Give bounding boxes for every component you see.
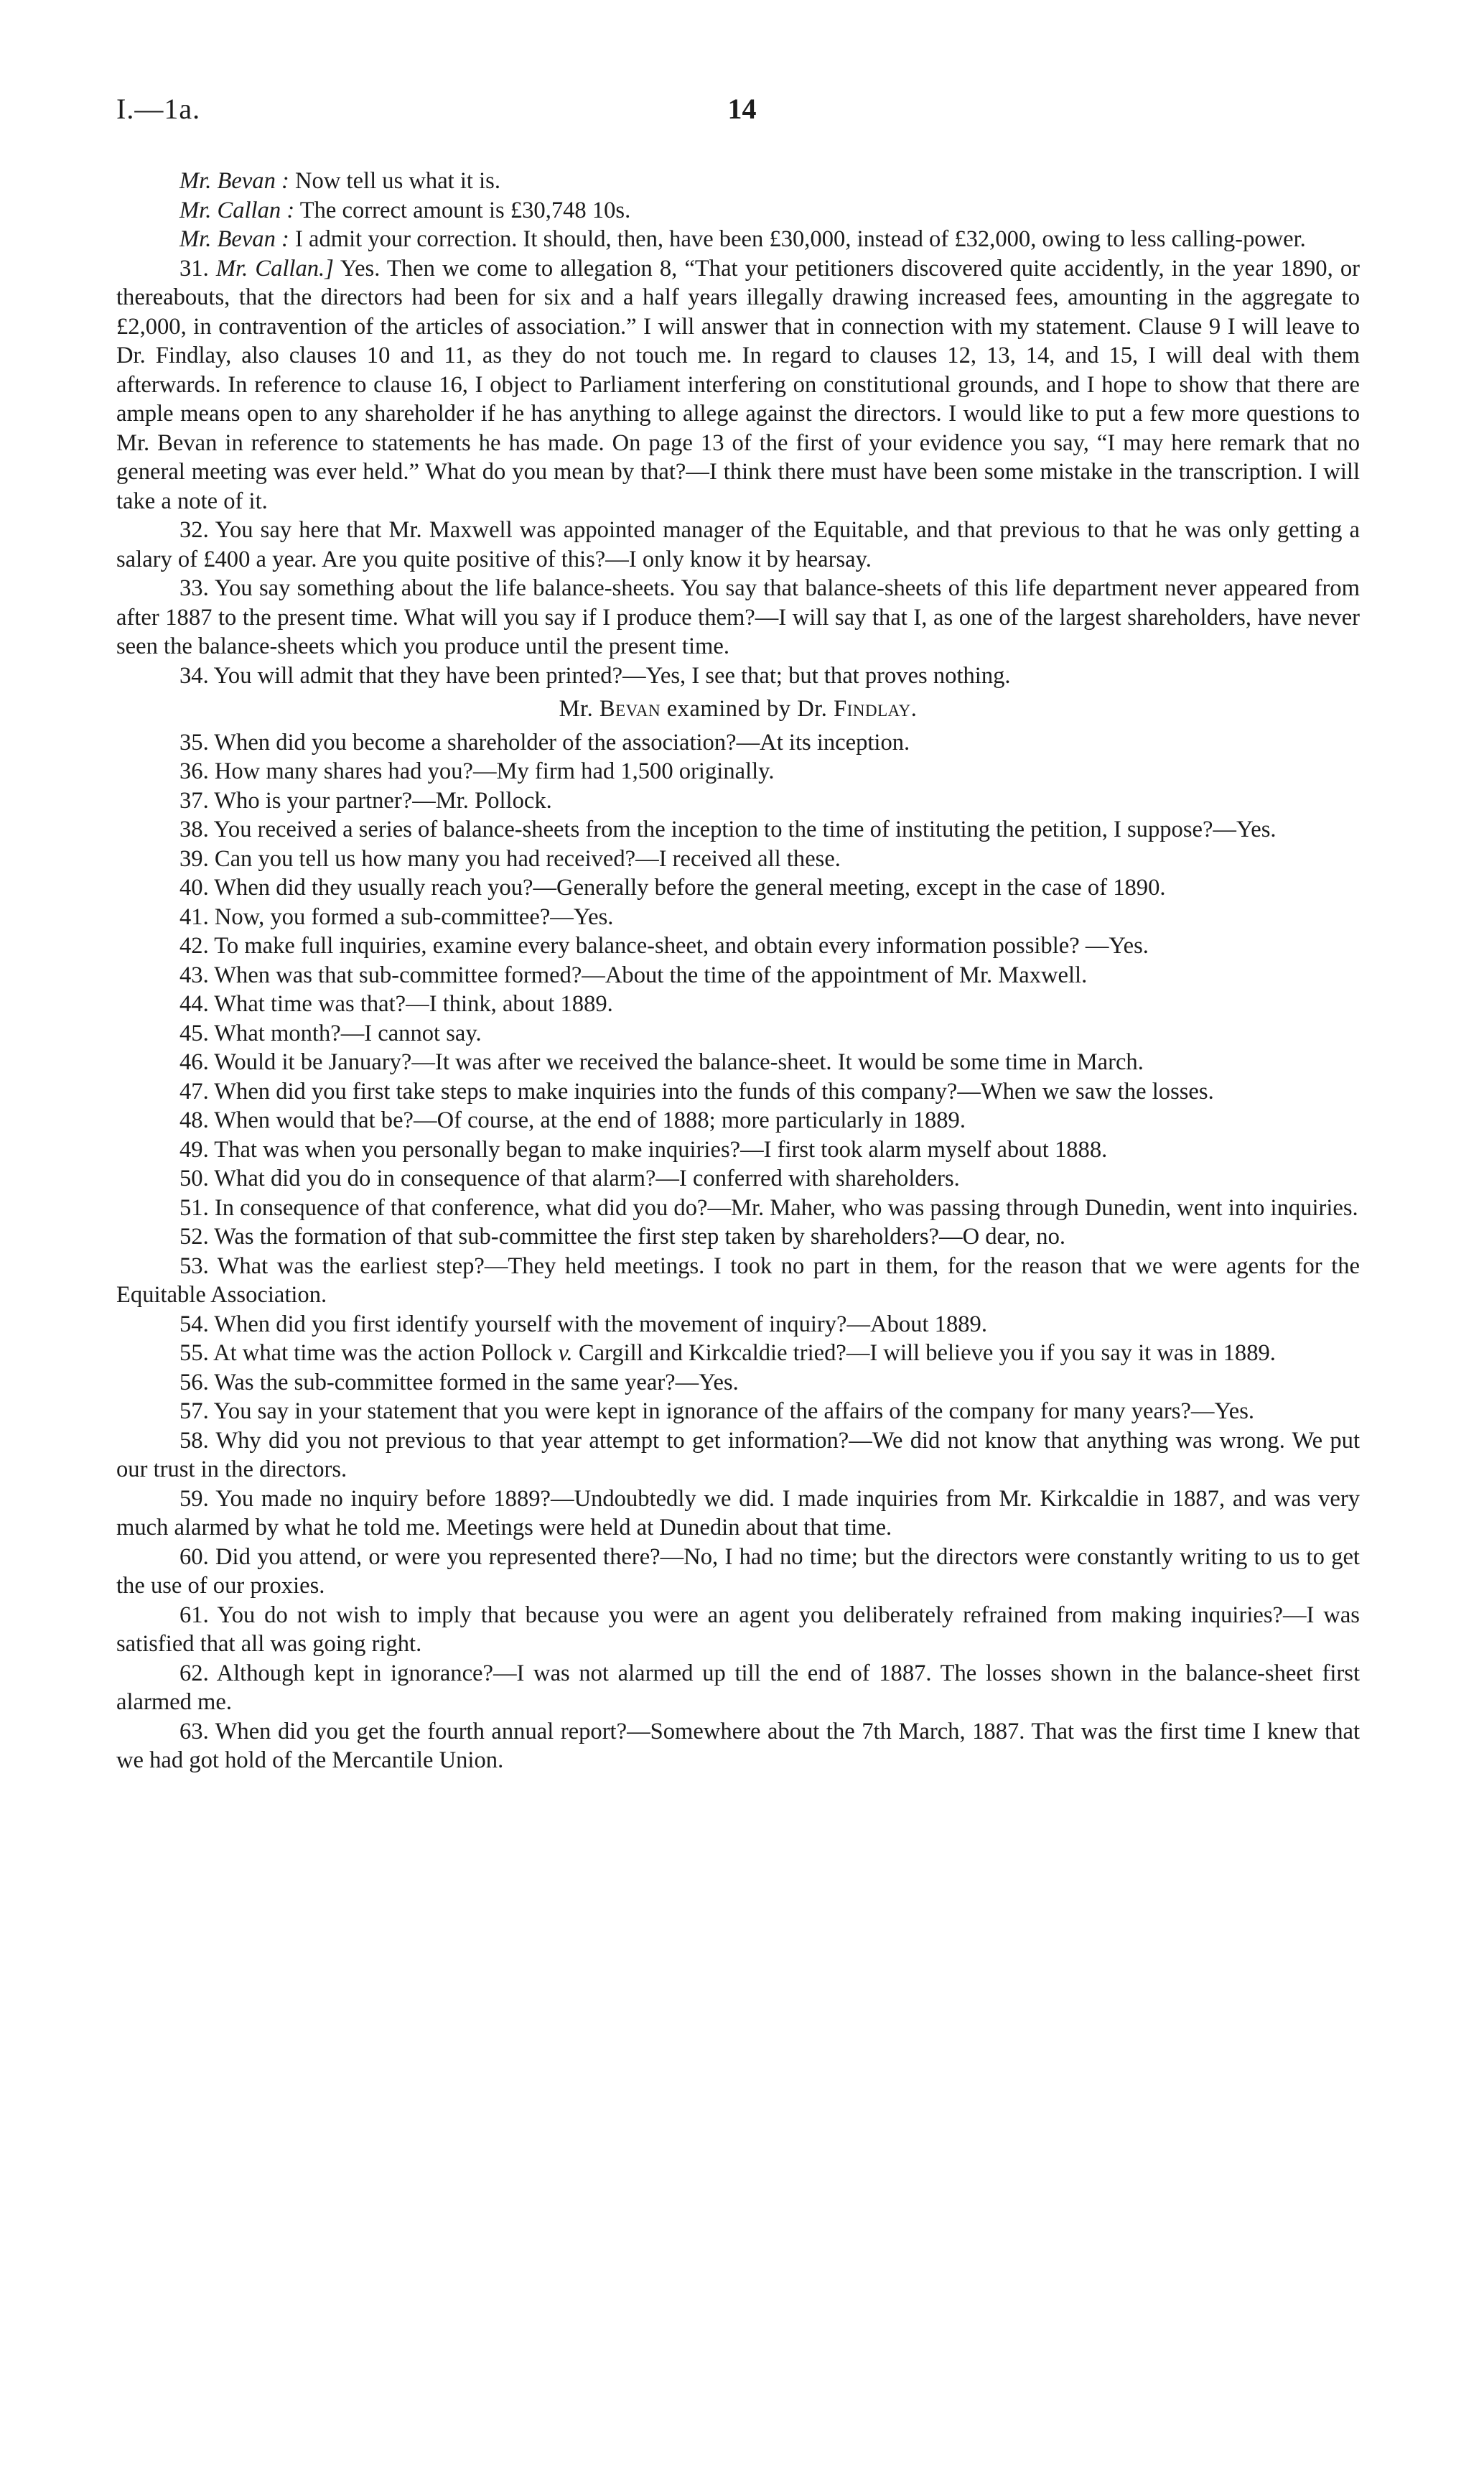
question-paragraph: 49. That was when you personally began to make inquiries?—I first took alarm myself about 1888. bbox=[179, 1136, 1108, 1163]
question-number: 31. bbox=[179, 255, 209, 282]
question-paragraph: 60. Did you attend, or were you represented there?—No, I had no time; but the directors were constantly writing to us to get the use of our proxies. bbox=[116, 1543, 1360, 1599]
question-paragraph: 62. Although kept in ignorance?—I was not alarmed up till the end of 1887. The losses shown in the balance-sheet first alarmed me. bbox=[116, 1660, 1360, 1715]
dialogue-paragraph bbox=[116, 167, 1360, 196]
question-paragraph: 46. Would it be January?—It was after we received the balance-sheet. It would be some time in March. bbox=[179, 1049, 1144, 1075]
dialogue-paragraph bbox=[116, 196, 1360, 226]
question-paragraph: 37. Who is your partner?—Mr. Pollock. bbox=[179, 787, 552, 814]
question-text: Yes. Then we come to allegation 8, “That your petitioners discovered quite accidently, in the year 1890, or thereabouts, that the directors had been for six and a half years illegally drawing increased fees, amounting in the aggregate to £2,000, in contravention of the articles of association.” I will answer that in connection with my statement. Clause 9 I will leave to Dr. Findlay, also clauses 10 and 11, as they do not touch me. In regard to clauses 12, 13, 14, and 15, I will deal with them afterwards. In reference to clause 16, I object to Parliament interfering on constitutional grounds, and I hope to show that there are ample means open to any shareholder if he has anything to allege against the directors. I would like to put a few more questions to Mr. Bevan in reference to statements he has made. On page 13 of the first of your evidence you say, “I may here remark that no general meeting was ever held.” What do you mean by that?—I think there must have been some mistake in the transcription. I will take a note of it. bbox=[116, 255, 1360, 514]
question-paragraph: 57. You say in your statement that you were kept in ignorance of the affairs of the company for many years?—Yes. bbox=[179, 1398, 1255, 1424]
question-paragraph: 45. What month?—I cannot say. bbox=[179, 1020, 482, 1046]
question-paragraph: 63. When did you get the fourth annual report?—Somewhere about the 7th March, 1887. That was the first time I knew that we had got hold of the Mercantile Union. bbox=[116, 1718, 1360, 1773]
question-paragraph: 50. What did you do in consequence of that alarm?—I conferred with shareholders. bbox=[179, 1166, 960, 1191]
question-paragraph: 58. Why did you not previous to that year attempt to get information?—We did not know that anything was wrong. We put our trust in the directors. bbox=[116, 1427, 1360, 1482]
question-paragraph: 44. What time was that?—I think, about 1889. bbox=[179, 991, 613, 1017]
question-paragraph: 48. When would that be?—Of course, at the end of 1888; more particularly in 1889. bbox=[179, 1107, 966, 1133]
document-reference: I.—1a. bbox=[116, 93, 201, 125]
question-paragraph: 39. Can you tell us how many you had received?—I received all these. bbox=[179, 845, 841, 872]
examiner-name: Findlay bbox=[834, 696, 911, 722]
question-paragraph: 41. Now, you formed a sub-committee?—Yes. bbox=[179, 903, 614, 930]
witness-name: Bevan bbox=[599, 696, 661, 722]
question-paragraph: 53. What was the earliest step?—They held meetings. I took no part in them, for the reason that we were agents for the Equitable Association. bbox=[116, 1253, 1360, 1308]
question-paragraph: 51. In consequence of that conference, what did you do?—Mr. Maher, who was passing through Dunedin, went into inquiries. bbox=[179, 1194, 1358, 1221]
page-header bbox=[116, 92, 1368, 135]
question-paragraph: 42. To make full inquiries, examine every balance-sheet, and obtain every information possible? —Yes. bbox=[179, 933, 1149, 959]
question-paragraph: 38. You received a series of balance-sheets from the inception to the time of instituting the petition, I suppose?—Yes. bbox=[179, 817, 1277, 842]
section-heading: Mr. Bevan examined by Dr. Findlay. bbox=[559, 696, 918, 722]
question-paragraph: 33. You say something about the life balance-sheets. You say that balance-sheets of this life department never appeared from after 1887 to the present time. What will you say if I produce them?—I will say that I, as one of the largest shareholders, have never seen the balance-sheets which you produce until the present time. bbox=[116, 575, 1360, 659]
question-paragraph: 36. How many shares had you?—My firm had 1,500 originally. bbox=[179, 758, 775, 784]
question-paragraph: 56. Was the sub-committee formed in the same year?—Yes. bbox=[179, 1369, 739, 1395]
question-paragraph: 47. When did you first take steps to make inquiries into the funds of this company?—When we saw the losses. bbox=[179, 1078, 1214, 1105]
dialogue-text: I admit your correction. It should, then, have been £30,000, instead of £32,000, owing to less calling-power. bbox=[289, 226, 1306, 252]
question-paragraph bbox=[116, 254, 1360, 516]
speaker-name: Mr. Bevan : bbox=[179, 168, 289, 194]
speaker-name: Mr. Bevan : bbox=[179, 226, 289, 252]
question-paragraph: 59. You made no inquiry before 1889?—Undoubtedly we did. I made inquiries from Mr. Kirkcaldie in 1887, and was very much alarmed by what he told me. Meetings were held at Dunedin about that time. bbox=[116, 1485, 1360, 1540]
document-body bbox=[116, 167, 1360, 1775]
question-paragraph: 35. When did you become a shareholder of the association?—At its inception. bbox=[179, 729, 910, 756]
question-paragraph: 55. At what time was the action Pollock v. Cargill and Kirkcaldie tried?—I will believe you if you say it was in 1889. bbox=[179, 1340, 1276, 1366]
question-paragraph: 32. You say here that Mr. Maxwell was appointed manager of the Equitable, and that previous to that he was only getting a salary of £400 a year. Are you quite positive of this?—I only know it by hearsay. bbox=[116, 517, 1360, 572]
page-number: 14 bbox=[727, 93, 757, 125]
question-paragraph: 40. When did they usually reach you?—Generally before the general meeting, except in the case of 1890. bbox=[179, 875, 1166, 901]
dialogue-text: The correct amount is £30,748 10s. bbox=[294, 197, 631, 223]
question-paragraph: 52. Was the formation of that sub-committee the first step taken by shareholders?—O dear, no. bbox=[179, 1224, 1066, 1250]
question-paragraph: 61. You do not wish to imply that because you were an agent you deliberately refrained from making inquiries?—I was satisfied that all was going right. bbox=[116, 1602, 1360, 1657]
question-paragraph: 54. When did you first identify yourself with the movement of inquiry?—About 1889. bbox=[179, 1311, 987, 1337]
speaker-name: Mr. Callan.] bbox=[215, 255, 334, 282]
question-paragraph: 43. When was that sub-committee formed?—About the time of the appointment of Mr. Maxwell. bbox=[179, 962, 1088, 988]
speaker-name: Mr. Callan : bbox=[179, 197, 295, 223]
dialogue-text: Now tell us what it is. bbox=[289, 168, 500, 194]
dialogue-paragraph bbox=[116, 225, 1360, 254]
case-versus: v. bbox=[558, 1340, 573, 1366]
question-paragraph: 34. You will admit that they have been printed?—Yes, I see that; but that proves nothing. bbox=[179, 662, 1011, 689]
